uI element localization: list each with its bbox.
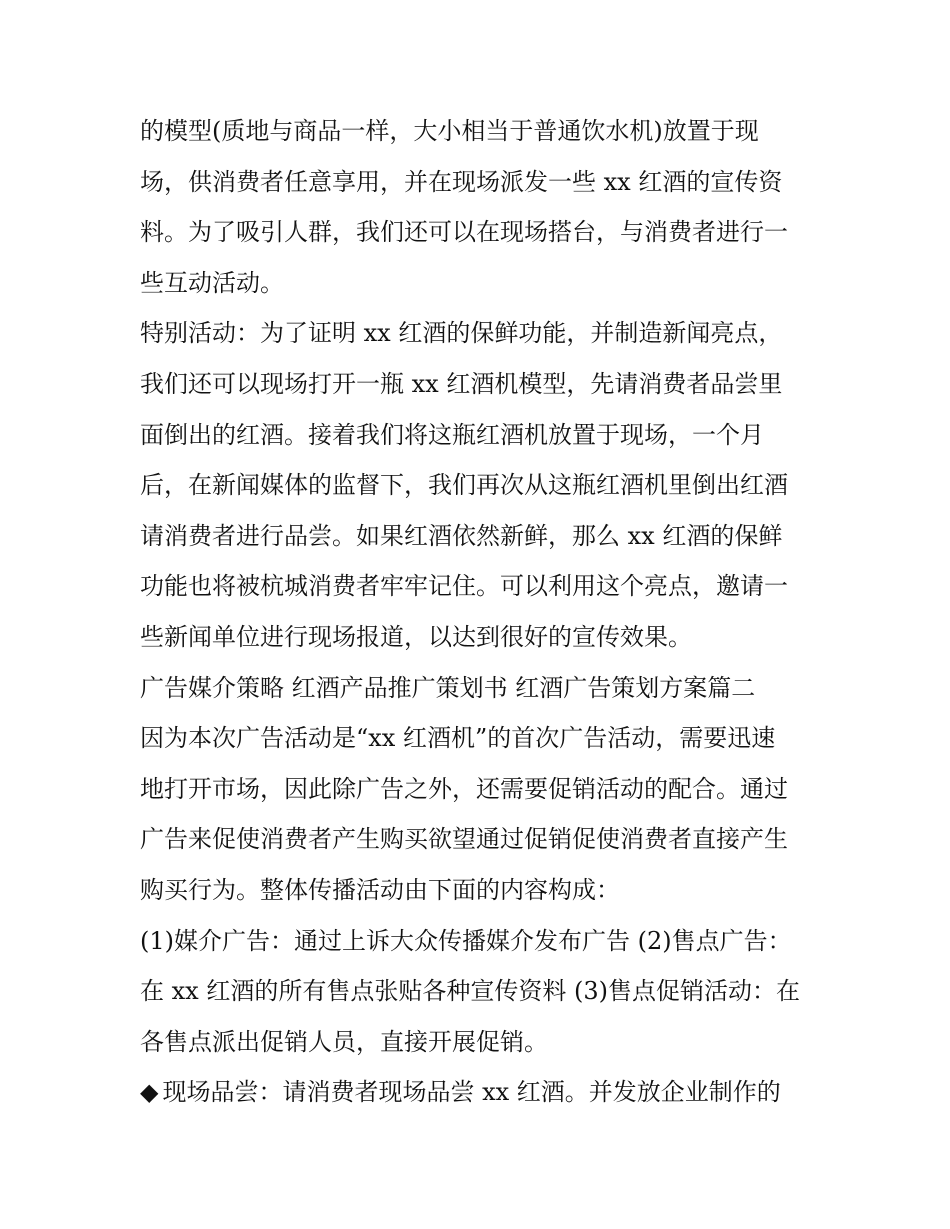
text-line: (1)媒介广告：通过上诉大众传播媒介发布广告 (2)售点广告： — [140, 926, 792, 955]
text-line: 的模型(质地与商品一样，大小相当于普通饮水机)放置于现 — [140, 117, 759, 145]
text-line: 功能也将被杭城消费者牢牢记住。可以利用这个亮点，邀请一 — [140, 572, 788, 601]
text-line: 特别活动：为了证明 xx 红酒的保鲜功能，并制造新闻亮点， — [140, 319, 783, 348]
text-line: 我们还可以现场打开一瓶 xx 红酒机模型，先请消费者品尝里 — [140, 369, 783, 398]
text-line: 些互动活动。 — [140, 268, 284, 297]
text-line: 面倒出的红酒。接着我们将这瓶红酒机放置于现场，一个月 — [140, 420, 764, 449]
section-heading: 广告媒介策略 红酒产品推广策划书 红酒广告策划方案篇二 — [140, 673, 756, 702]
text-line: 购买行为。整体传播活动由下面的内容构成： — [140, 875, 620, 904]
text-line: 场，供消费者任意享用，并在现场派发一些 xx 红酒的宣传资 — [140, 167, 783, 196]
text-line: 在 xx 红酒的所有售点张贴各种宣传资料 (3)售点促销活动：在 — [140, 977, 800, 1006]
text-line: 料。为了吸引人群，我们还可以在现场搭台，与消费者进行一 — [140, 218, 788, 247]
bullet-line — [140, 1067, 820, 1118]
document-body — [140, 106, 820, 1118]
text-line: 地打开市场，因此除广告之外，还需要促销活动的配合。通过 — [140, 774, 788, 803]
text-line: 请消费者进行品尝。如果红酒依然新鲜，那么 xx 红酒的保鲜 — [140, 521, 783, 550]
text-line: 广告来促使消费者产生购买欲望通过促销促使消费者直接产生 — [140, 825, 788, 854]
text-line: 各售点派出促销人员，直接开展促销。 — [140, 1027, 548, 1056]
text-line: 因为本次广告活动是“xx 红酒机”的首次广告活动，需要迅速 — [140, 724, 776, 753]
text-line: 些新闻单位进行现场报道，以达到很好的宣传效果。 — [140, 622, 692, 651]
diamond-bullet-icon: ◆ — [140, 1078, 159, 1107]
bullet-text: 现场品尝：请消费者现场品尝 xx 红酒。并发放企业制作的 — [162, 1078, 781, 1107]
text-line: 后，在新闻媒体的监督下，我们再次从这瓶红酒机里倒出红酒 — [140, 471, 788, 500]
